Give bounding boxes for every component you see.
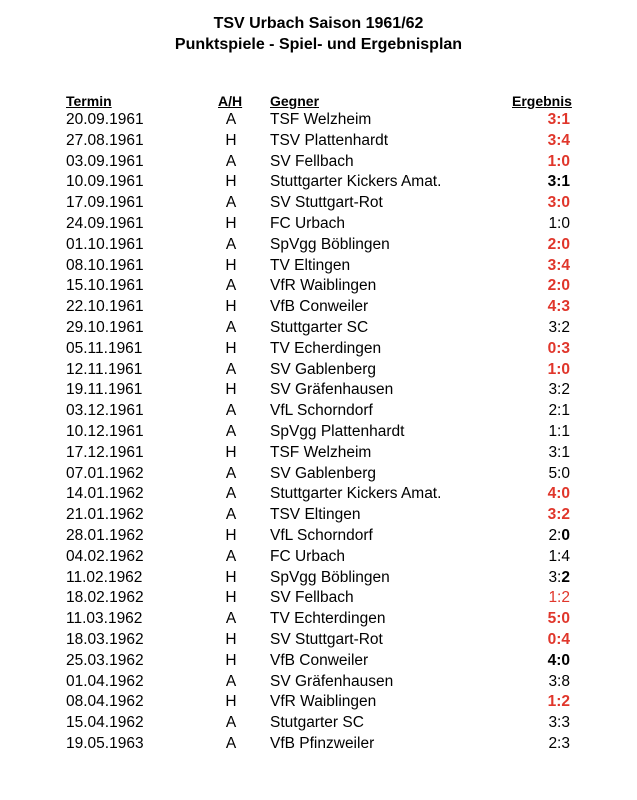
page-title: TSV Urbach Saison 1961/62 (213, 15, 424, 32)
opponent-name: TSV Eltingen (270, 506, 361, 524)
home-away: H (225, 256, 237, 274)
match-result: 1:2 (548, 589, 570, 607)
match-date: 24.09.1961 (66, 214, 144, 232)
match-result: 3:1 (547, 111, 570, 128)
match-date: 17.09.1961 (66, 194, 144, 212)
table-row (0, 672, 637, 693)
home-away: H (225, 651, 237, 669)
table-row (0, 630, 637, 651)
opponent-name: TSF Welzheim (270, 443, 372, 461)
home-away: A (225, 485, 237, 503)
match-date: 08.04.1962 (66, 693, 144, 711)
match-date: 07.01.1962 (66, 464, 144, 482)
home-away: A (225, 610, 237, 628)
table-row (0, 443, 637, 464)
home-away: A (225, 402, 237, 420)
match-date: 18.03.1962 (66, 630, 144, 648)
opponent-name: VfB Conweiler (270, 298, 369, 316)
table-row (0, 692, 637, 713)
match-date: 27.08.1961 (66, 131, 144, 149)
home-away: A (225, 422, 237, 440)
match-result: 3:2 (548, 318, 570, 336)
table-row (0, 339, 637, 360)
home-away: A (225, 152, 237, 170)
match-result: 3:0 (547, 194, 570, 212)
match-result: 1:0 (547, 152, 570, 170)
home-away: A (225, 672, 237, 690)
match-date: 12.11.1961 (66, 360, 143, 378)
opponent-name: VfL Schorndorf (270, 526, 373, 544)
match-result: 5:0 (548, 464, 570, 482)
opponent-name: TV Echterdingen (270, 610, 386, 628)
table-row (0, 256, 637, 277)
opponent-name: TSF Welzheim (270, 111, 372, 128)
table-row (0, 360, 637, 381)
table-row (0, 588, 637, 609)
match-date: 25.03.1962 (66, 651, 144, 669)
opponent-name: Stuttgarter Kickers Amat. (270, 173, 442, 191)
match-result: 4:0 (547, 485, 570, 503)
match-result: 0:3 (547, 339, 570, 357)
opponent-name: VfL Schorndorf (270, 402, 373, 420)
table-row (0, 214, 637, 235)
match-result: 5:0 (547, 610, 570, 628)
opponent-name: SV Gablenberg (270, 360, 376, 378)
home-away: A (225, 194, 237, 212)
table-row (0, 505, 637, 526)
match-result: 1:4 (548, 547, 570, 565)
match-date: 15.10.1961 (66, 277, 144, 295)
opponent-name: FC Urbach (270, 214, 345, 232)
table-row (0, 401, 637, 422)
opponent-name: SV Gräfenhausen (270, 381, 394, 399)
home-away: A (225, 277, 237, 295)
opponent-name: TV Eltingen (270, 256, 351, 274)
match-date: 28.01.1962 (66, 526, 144, 544)
table-row (0, 193, 637, 214)
opponent-name: SV Gablenberg (270, 464, 376, 482)
page-subtitle: Punktspiele - Spiel- und Ergebnisplan (174, 36, 463, 53)
match-date: 21.01.1962 (66, 506, 144, 524)
match-date: 19.05.1963 (66, 734, 144, 752)
column-header-opponent: Gegner (270, 93, 320, 109)
match-result: 3:1 (548, 443, 570, 461)
opponent-name: SV Fellbach (270, 152, 354, 170)
match-result: 2:0 (547, 277, 570, 295)
match-result: 3:2 (548, 381, 570, 399)
table-row (0, 380, 637, 401)
match-date: 17.12.1961 (66, 443, 144, 461)
match-date: 22.10.1961 (66, 298, 144, 316)
home-away: H (225, 298, 237, 316)
match-result: 1:0 (548, 214, 570, 232)
match-date: 08.10.1961 (66, 256, 144, 274)
match-result: 3:2 (547, 506, 570, 524)
opponent-name: FC Urbach (270, 547, 345, 565)
opponent-name: TV Echerdingen (270, 339, 382, 357)
home-away: A (225, 547, 237, 565)
table-row (0, 651, 637, 672)
match-date: 03.09.1961 (66, 152, 144, 170)
home-away: A (225, 318, 237, 336)
match-result: 1:1 (548, 422, 570, 440)
match-date: 10.09.1961 (66, 173, 144, 191)
match-result: 4:0 (547, 651, 570, 669)
match-result: 2:0 (547, 235, 570, 253)
opponent-name: Stuttgarter Kickers Amat. (270, 485, 442, 503)
home-away: H (225, 214, 237, 232)
opponent-name: VfB Pfinzweiler (270, 734, 375, 752)
table-row (0, 526, 637, 547)
opponent-name: Stuttgarter SC (270, 318, 369, 336)
table-row (0, 464, 637, 485)
home-away: H (225, 339, 237, 357)
column-header-date: Termin (66, 93, 112, 109)
match-result: 3:4 (547, 131, 570, 149)
table-row (0, 713, 637, 734)
home-away: H (225, 173, 237, 191)
table-row (0, 484, 637, 505)
match-result: 1:2 (547, 693, 570, 711)
schedule-table (0, 110, 637, 755)
home-away: H (225, 693, 237, 711)
match-result: 4:3 (547, 298, 570, 316)
table-row (0, 131, 637, 152)
match-result: 3:3 (548, 714, 570, 732)
match-date: 01.04.1962 (66, 672, 144, 690)
opponent-name: VfR Waiblingen (270, 693, 377, 711)
home-away: H (225, 630, 237, 648)
match-date: 05.11.1961 (66, 339, 143, 357)
table-row (0, 297, 637, 318)
match-result: 3:1 (547, 173, 570, 191)
match-date: 19.11.1961 (66, 381, 143, 399)
table-row (0, 609, 637, 630)
match-date: 29.10.1961 (66, 318, 144, 336)
home-away: H (225, 568, 237, 586)
home-away: A (225, 111, 237, 128)
table-row (0, 110, 637, 131)
column-header-home-away: A/H (218, 93, 243, 109)
match-date: 14.01.1962 (66, 485, 144, 503)
match-date: 04.02.1962 (66, 547, 144, 565)
match-result: 3:2 (548, 568, 570, 586)
opponent-name: SpVgg Böblingen (270, 568, 390, 586)
match-date: 20.09.1961 (66, 111, 144, 128)
match-date: 15.04.1962 (66, 714, 144, 732)
match-result: 2:0 (548, 526, 570, 544)
opponent-name: SpVgg Plattenhardt (270, 422, 405, 440)
opponent-name: SV Stuttgart-Rot (270, 630, 383, 648)
opponent-name: TSV Plattenhardt (270, 131, 389, 149)
opponent-name: VfB Conweiler (270, 651, 369, 669)
opponent-name: SpVgg Böblingen (270, 235, 390, 253)
table-row (0, 422, 637, 443)
table-row (0, 152, 637, 173)
home-away: A (225, 734, 237, 752)
table-row (0, 568, 637, 589)
match-date: 10.12.1961 (66, 422, 144, 440)
table-row (0, 172, 637, 193)
home-away: A (225, 464, 237, 482)
home-away: A (225, 714, 237, 732)
home-away: H (225, 589, 237, 607)
home-away: A (225, 235, 237, 253)
column-header-result: Ergebnis (512, 93, 572, 109)
match-result: 0:4 (547, 630, 570, 648)
match-date: 18.02.1962 (66, 589, 144, 607)
match-result: 3:8 (548, 672, 570, 690)
home-away: A (225, 506, 237, 524)
match-result: 1:0 (547, 360, 570, 378)
match-result: 2:3 (548, 734, 570, 752)
match-date: 03.12.1961 (66, 402, 144, 420)
opponent-name: VfR Waiblingen (270, 277, 377, 295)
match-date: 11.03.1962 (66, 610, 143, 628)
match-result: 3:4 (547, 256, 570, 274)
opponent-name: SV Gräfenhausen (270, 672, 394, 690)
table-row (0, 547, 637, 568)
home-away: H (225, 526, 237, 544)
match-date: 11.02.1962 (66, 568, 143, 586)
opponent-name: SV Fellbach (270, 589, 354, 607)
opponent-name: Stutgarter SC (270, 714, 364, 732)
table-row (0, 276, 637, 297)
match-result: 2:1 (548, 402, 570, 420)
table-row (0, 235, 637, 256)
opponent-name: SV Stuttgart-Rot (270, 194, 383, 212)
match-date: 01.10.1961 (66, 235, 144, 253)
home-away: A (225, 360, 237, 378)
home-away: H (225, 443, 237, 461)
home-away: H (225, 381, 237, 399)
table-row (0, 318, 637, 339)
table-row (0, 734, 637, 755)
home-away: H (225, 131, 237, 149)
